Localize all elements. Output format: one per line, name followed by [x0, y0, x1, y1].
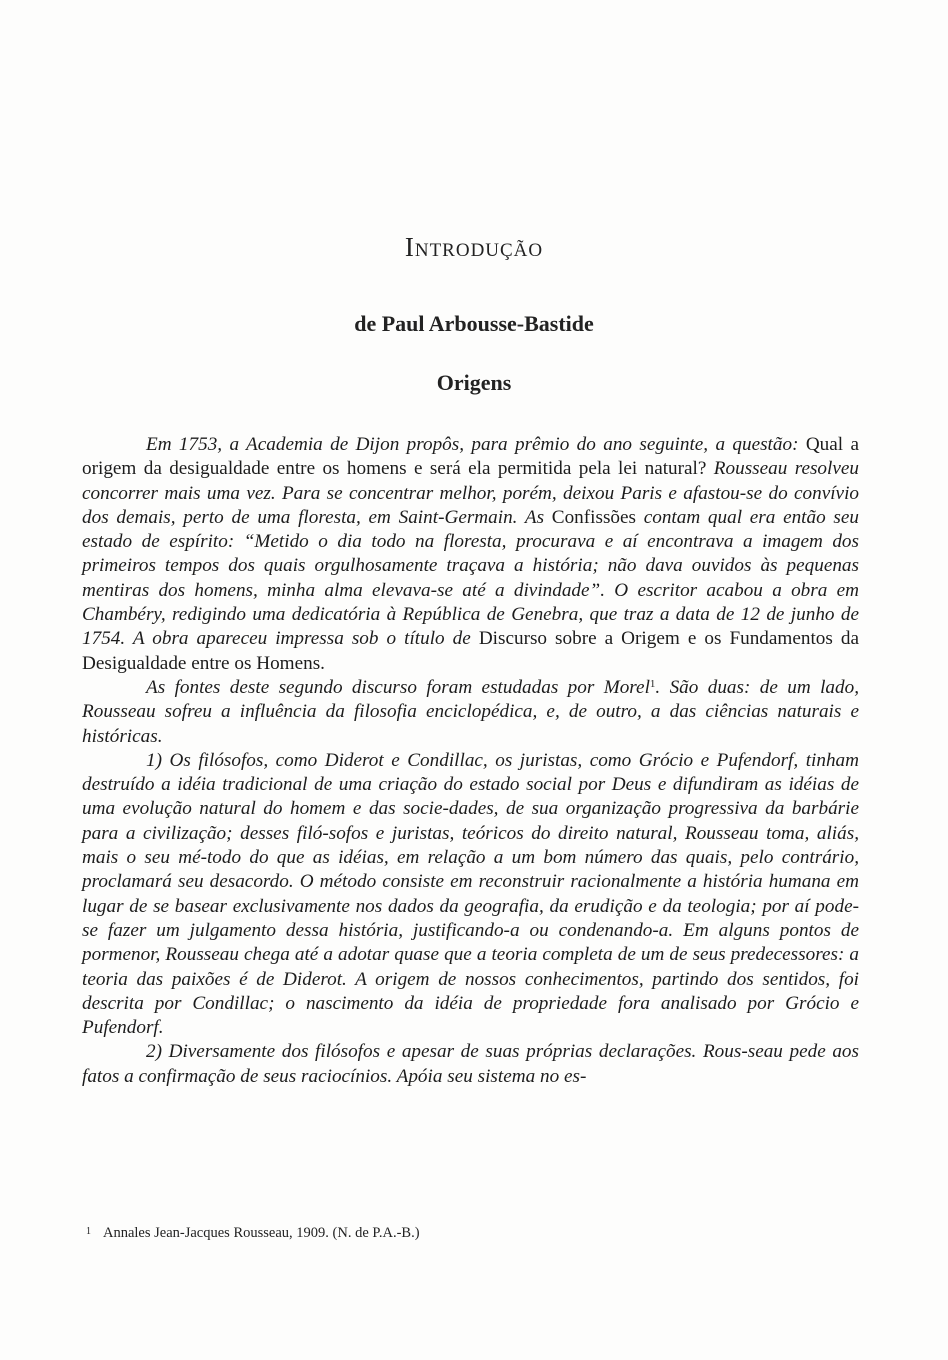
body-text — [82, 433, 859, 1089]
paragraph — [82, 676, 859, 749]
text-run: Qual a origem da desigualdade entre os homens e será ela permitida pela lei natural? — [82, 434, 859, 480]
text-run: As fontes deste segundo discurso foram estudadas por Morel — [146, 676, 650, 698]
footnote-mark: 1 — [86, 1226, 91, 1237]
paragraph — [82, 1040, 859, 1089]
text-run: Em 1753, a Academia de Dijon propôs, para prêmio do ano seguinte, a questão: — [146, 434, 806, 455]
text-run: Rousseau resolveu concorrer mais uma vez. Para se concentrar melhor, porém, deixou Paris e afastou-se do convívio dos demais, perto de uma floresta, em Saint-Germain. As — [82, 458, 859, 528]
text-run: Discurso sobre a Origem e os Fundamentos da Desigualdade entre os Homens. — [82, 628, 859, 674]
footnote-reference: 1 — [649, 677, 656, 690]
text-run: 1) Os filósofos, como Diderot e Condillac, os juristas, como Grócio e Pufendorf, tinham destruído a idéia tradicional de uma criação do estado social por Deus e difundiram as idéias de uma evolução natural do homem e das socie-dades, de sua organização progressiva da barbárie para a civilização; desses filó-sofos e juristas, teóricos do direito natural, Rousseau toma, aliás, mais o seu mé-todo do que as idéias, em relação a um bom número das quais, pelo contrário, proclamará seu desacordo. O método consiste em reconstruir racionalmente a história humana em lugar de se basear exclusivamente nos dados da geografia, da erudição e da teologia; por aí pode-se fazer um julgamento dessa história, justificando-a ou condenando-a. Em alguns pontos de pormenor, Rousseau chega até a adotar quase que a teoria completa de um de seus predecessores: a teoria das paixões é de Diderot. A origem de nossos conhecimentos, partindo dos sentidos, foi descrita por Condillac; o nascimento da idéia de propriedade fora analisado por Grócio e Pufendorf. — [82, 749, 859, 1039]
text-run: 2) Diversamente dos filósofos e apesar de suas próprias declarações. Rous-seau pede aos fatos a confirmação de seus raciocínios. Apóia seu sistema no es- — [82, 1041, 859, 1087]
text-run: Confissões — [551, 506, 644, 528]
section-title: Origens — [436, 370, 512, 395]
chapter-title: Introdução — [404, 232, 544, 262]
text-run: contam qual era então seu estado de espírito: “Metido o dia todo na floresta, procurava e aí encontrava a imagem dos primeiros tempos dos quais orgulhosamente traçava a história; não dava ouvidos às pequenas mentiras dos homens, minha alma elevava-se até a divindade”. O escritor acabou a obra em Chambéry, redigindo uma dedicatória à República de Genebra, que traz a data de 12 de junho de 1754. A obra apareceu impressa sob o título de — [82, 506, 859, 650]
author-line: de Paul Arbousse-Bastide — [354, 311, 594, 336]
paragraph — [82, 749, 859, 1041]
paragraph — [82, 433, 859, 676]
footnote — [86, 1225, 420, 1242]
footnote-text: Annales Jean-Jacques Rousseau, 1909. (N. de P.A.-B.) — [103, 1225, 420, 1241]
text-run: . São duas: de um lado, Rousseau sofreu a influência da filosofia enciclopédica, e, de outro, a das ciências naturais e históricas. — [82, 676, 859, 747]
